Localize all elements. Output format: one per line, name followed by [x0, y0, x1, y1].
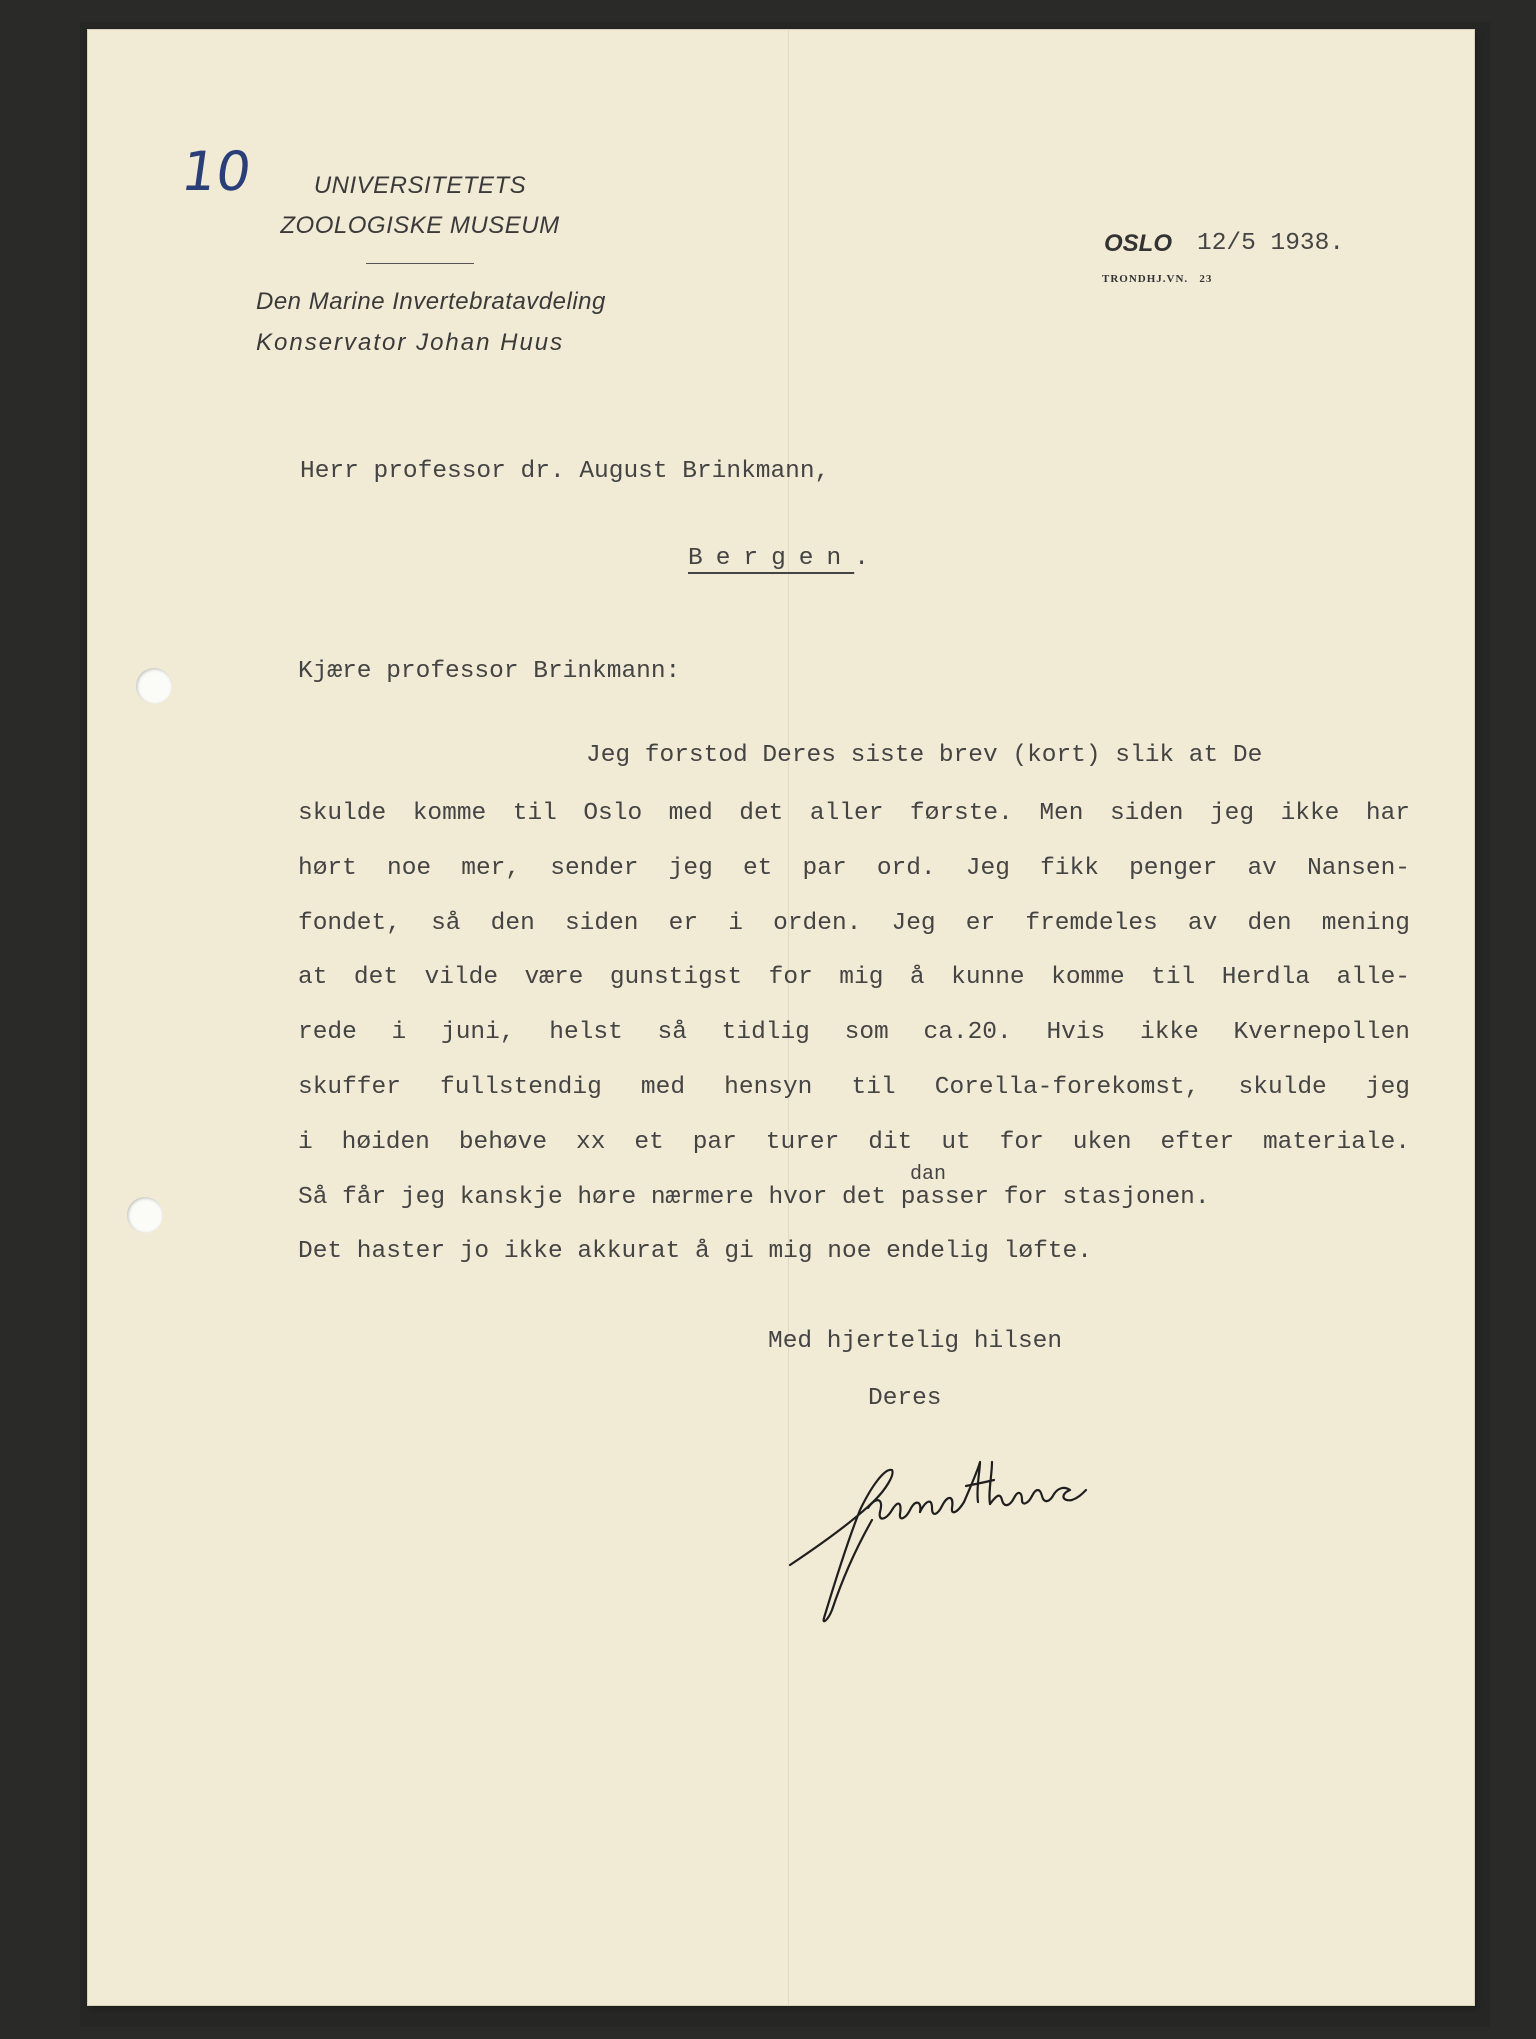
street-address: TRONDHJ.VN. 23 — [1102, 273, 1213, 285]
recipient-city-suffix: . — [854, 545, 869, 572]
letter-sheet — [88, 30, 1474, 2005]
place-name: OSLO — [1104, 230, 1173, 257]
body-line-4: fondet, så den siden er i orden. Jeg er fremdeles av den mening — [298, 910, 1410, 937]
salutation: Kjære professor Brinkmann: — [298, 658, 681, 685]
handwritten-insertion: dan — [910, 1163, 947, 1186]
body-line-7: skuffer fullstendig med hensyn til Corella-forekomst, skulde jeg — [298, 1074, 1410, 1101]
letterhead-institution-line2: ZOOLOGISKE MUSEUM — [280, 212, 560, 239]
body-line-6: rede i juni, helst så tidlig som ca.20. Hvis ikke Kvernepollen — [298, 1019, 1410, 1046]
body-line-1: Jeg forstod Deres siste brev (kort) slik at De — [586, 742, 1263, 769]
letterhead-rule — [366, 263, 474, 264]
archive-mark: 10 — [177, 140, 256, 203]
closing-phrase: Med hjertelig hilsen — [768, 1328, 1063, 1355]
recipient-city-line — [688, 545, 869, 572]
recipient-name: Herr professor dr. August Brinkmann, — [300, 458, 830, 485]
body-line-2: skulde komme til Oslo med det aller første. Men siden jeg ikke har — [298, 800, 1410, 827]
recipient-city: Bergen — [688, 545, 855, 572]
letterhead-institution-line1: UNIVERSITETETS — [313, 172, 527, 199]
body-line-10: Det haster jo ikke akkurat å gi mig noe endelig løfte. — [298, 1238, 1092, 1265]
letterhead-department: Den Marine Invertebratavdeling — [256, 288, 606, 315]
punch-hole-bottom — [127, 1197, 163, 1233]
body-line-8: i høiden behøve xx et par turer dit ut for uken efter materiale. — [298, 1129, 1410, 1156]
handwritten-signature — [780, 1440, 1220, 1630]
paper-fold — [788, 30, 789, 2005]
punch-hole-top — [136, 668, 172, 704]
closing-word: Deres — [868, 1385, 942, 1412]
letter-date: 12/5 1938. — [1197, 230, 1345, 257]
body-line-5: at det vilde være gunstigst for mig å kunne komme til Herdla alle- — [298, 964, 1410, 991]
letterhead-curator: Konservator Johan Huus — [256, 329, 565, 356]
body-line-3: hørt noe mer, sender jeg et par ord. Jeg fikk penger av Nansen- — [298, 855, 1410, 882]
body-line-9: Så får jeg kanskje høre nærmere hvor det passer for stasjonen. — [298, 1184, 1210, 1211]
